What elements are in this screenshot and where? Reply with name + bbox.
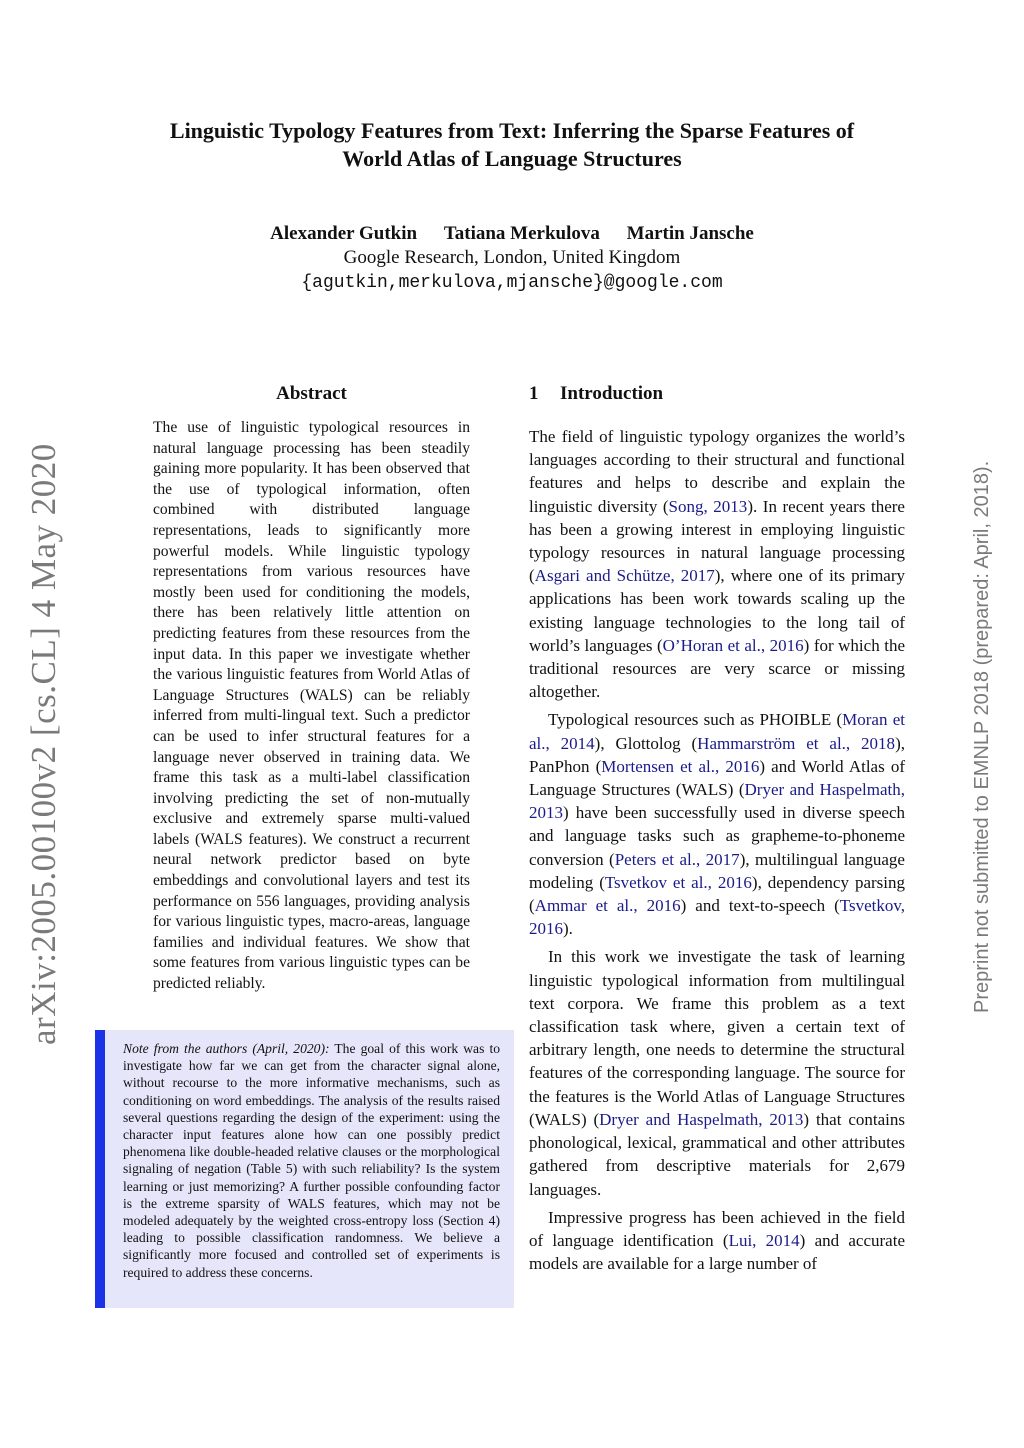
text-run: ), dependency parsing ( [529, 872, 905, 916]
citation-link[interactable]: Moran et al., 2014 [529, 710, 905, 753]
text-run: ) and accurate models are available for a large number of [529, 1230, 905, 1274]
introduction-body [529, 425, 905, 1280]
citation-link[interactable]: Ammar et al., 2016 [534, 896, 681, 916]
text-run: Typological resources such as PHOIBLE ( [548, 710, 843, 730]
title-line-2: World Atlas of Language Structures [342, 146, 682, 171]
arxiv-identifier: arXiv:2005.00100v2 [cs.CL] 4 May 2020 [24, 443, 63, 1045]
section-title: Introduction [560, 383, 664, 404]
intro-paragraph-3 [529, 945, 905, 1200]
text-run: Impressive progress has been achieved in the field of language identification ( [529, 1207, 905, 1250]
citation-link[interactable]: Dryer and Haspelmath, 2013 [599, 1109, 804, 1129]
citation-link[interactable]: Asgari and Schütze, 2017 [534, 566, 715, 586]
citation-link[interactable]: Tsvetkov et al., 2016 [604, 872, 752, 892]
abstract-text: The use of linguistic typological resources in natural language processing has been steadily gaining more popularity. It has been observed that the use of typological information, often combined with distributed language representations, leads to significantly more powerful models. While linguistic typology representations from various resources have mostly been used for conditioning the models, there has been relatively little attention on predicting features from these resources from the input data. In this paper we investigate whether the various linguistic features from World Atlas of Language Structures (WALS) can be reliably inferred from multi-lingual text. Such a predictor can be used to infer structural features for a language never observed in training data. We frame this task as a multi-label classification involving predicting the set of non-mutually exclusive and extremely sparse multi-valued labels (WALS features). We construct a recurrent neural network predictor based on byte embeddings and convolutional layers and test its performance on 556 languages, providing analysis for various linguistic types, macro-areas, language families and individual features. We show that some features from various linguistic types can be predicted reliably. [153, 419, 470, 993]
text-run: ) and text-to-speech ( [680, 896, 840, 916]
author-list [100, 222, 924, 246]
text-run: ). [563, 919, 573, 939]
citation-link[interactable]: Peters et al., 2017 [614, 849, 740, 869]
text-run: ), multilingual language modeling ( [529, 849, 905, 892]
text-run: ), Glottolog ( [594, 733, 698, 753]
note-lead: Note from the authors (April, 2020): [123, 1041, 330, 1056]
intro-paragraph-4 [529, 1206, 905, 1276]
title-line-1: Linguistic Typology Features from Text: Inferring the Sparse Features of [169, 118, 855, 143]
affiliation: Google Research, London, United Kingdom [343, 247, 681, 268]
preprint-note: Preprint not submitted to EMNLP 2018 (prepared: April, 2018). [971, 460, 993, 1013]
author-name: Tatiana Merkulova [443, 223, 600, 244]
text-run: The field of linguistic typology organizes the world’s languages according to their structural and functional features and helps to describe and explain the linguistic diversity ( [529, 427, 905, 516]
intro-paragraph-2 [529, 708, 905, 940]
citation-link[interactable]: Song, 2013 [668, 496, 748, 516]
author-emails: {agutkin,merkulova,mjansche}@google.com [301, 273, 723, 293]
paper-title [100, 117, 924, 173]
section-number: 1 [529, 383, 539, 404]
section-heading-introduction [529, 382, 905, 406]
intro-paragraph-1 [529, 425, 905, 703]
text-run: ) that contains phonological, lexical, grammatical and other attributes gathered from descriptive materials for 2,679 languages. [529, 1109, 905, 1199]
citation-link[interactable]: Hammarström et al., 2018 [697, 733, 896, 753]
text-run: ), where one of its primary applications has been work towards scaling up the existing language technologies to the long tail of world’s languages ( [529, 566, 905, 655]
authors-note-box [95, 1030, 514, 1308]
text-run: In this work we investigate the task of learning linguistic typological information from multilingual text corpora. We frame this problem as a text classification task where, given a certain text of arbitrary length, one needs to determine the structural features of the corresponding language. The source for the features is the World Atlas of Language Structures (WALS) ( [529, 947, 905, 1129]
text-run: ) have been successfully used in diverse speech and language tasks such as grapheme-to-phoneme conversion ( [529, 803, 905, 869]
text-run: ) for which the traditional resources are very scarce or missing altogether. [529, 635, 905, 702]
citation-link[interactable]: O’Horan et al., 2016 [662, 635, 804, 655]
author-name: Alexander Gutkin [270, 223, 418, 244]
citation-link[interactable]: Tsvetkov, 2016 [529, 896, 905, 939]
authors-note [123, 1040, 500, 1281]
abstract-heading: Abstract [276, 383, 347, 404]
citation-link[interactable]: Dryer and Haspelmath, 2013 [529, 780, 905, 823]
citation-link[interactable]: Mortensen et al., 2016 [601, 756, 760, 776]
text-run: ) and World Atlas of Language Structures (WALS) ( [529, 756, 905, 800]
author-name: Martin Jansche [626, 223, 754, 244]
text-run: ). In recent years there has been a growing interest in employing linguistic typology resources in natural language processing ( [529, 496, 905, 586]
note-text: The goal of this work was to investigate how far we can get from the character signal alone, without recourse to the more informative mechanisms, such as conditioning on word embeddings. The analysis of the results raised several questions regarding the design of the experiment: using the character input features alone how can one possibly predict phenomena like double-headed relative clauses or the morphological signaling of negation (Table 5) with such reliability? Is the system learning or just memorizing? A further possible confounding factor is the extreme sparsity of WALS features, which may not be modeled adequately by the weighted cross-entropy loss (Section 4) leading to possible classification randomness. We believe a significantly more focused and controlled set of experiments is required to address these concerns. [123, 1041, 501, 1280]
text-run: ), PanPhon ( [529, 733, 905, 776]
citation-link[interactable]: Lui, 2014 [728, 1230, 800, 1250]
